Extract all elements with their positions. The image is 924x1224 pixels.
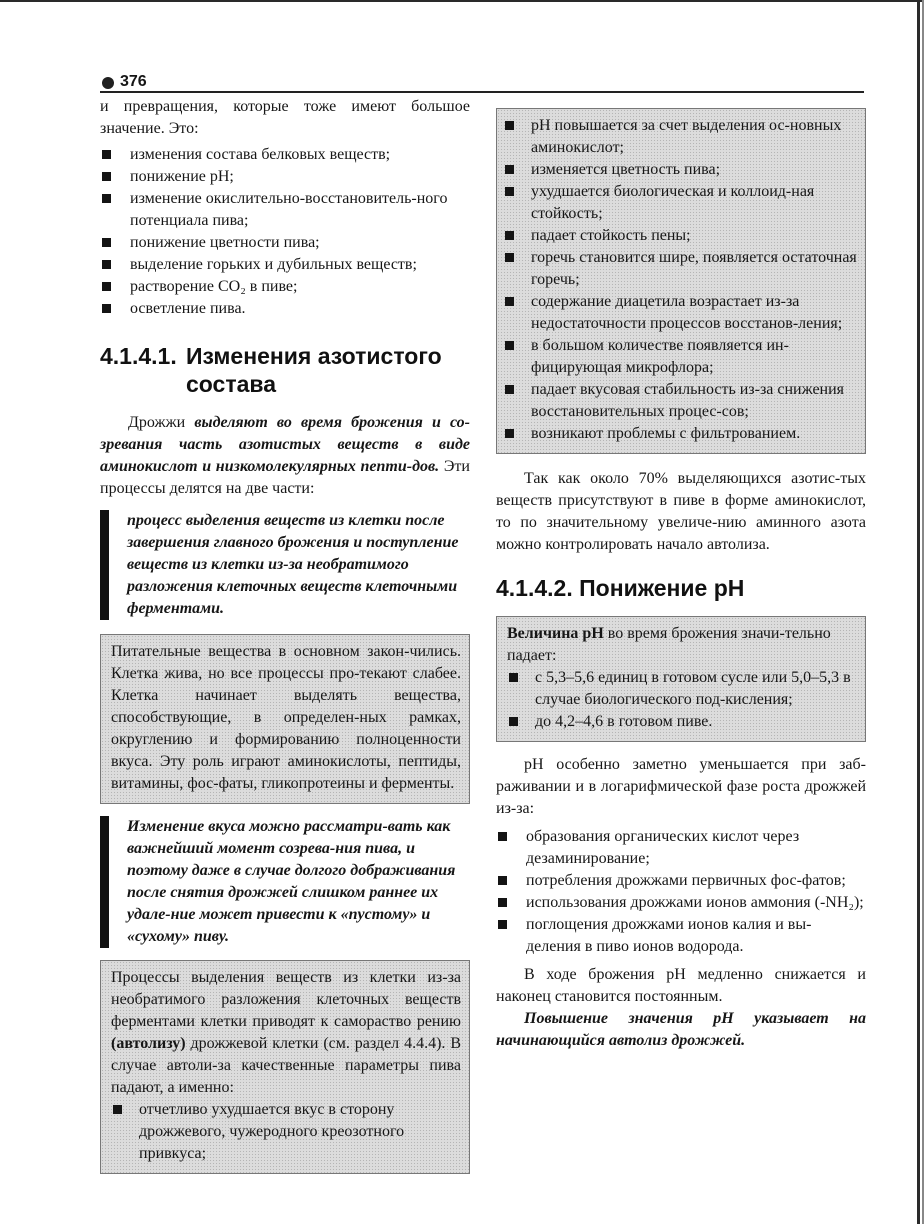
info-box-nutrients bbox=[100, 634, 470, 804]
scan-right-edge bbox=[917, 0, 920, 1224]
list-item: понижение цветности пива; bbox=[100, 232, 470, 254]
paragraph-tail: Эти процессы делятся на две части: bbox=[100, 458, 470, 497]
list-item: pH повышается за счет выделения ос-новных аминокислот; bbox=[503, 115, 857, 159]
list-item: ухудшается биологическая и коллоид-ная стойкость; bbox=[503, 181, 857, 225]
box-text-part: Процессы выделения веществ из клетки из-за необратимого разложения клеточных веществ ферментами клетки приводят к самораство рению bbox=[111, 969, 461, 1030]
intro-text: и превращения, которые тоже имеют большое значение. Это: bbox=[100, 98, 470, 137]
section-title-line1: Изменения азотистого bbox=[186, 343, 442, 369]
list-item: изменяется цветность пива; bbox=[503, 159, 857, 181]
final-statement: Повышение значения pH указывает на начинающийся автолиз дрожжей. bbox=[496, 1010, 866, 1049]
list-item: отчетливо ухудшается вкус в сторону дрожжевого, чужеродного креозотного привкуса; bbox=[111, 1099, 461, 1165]
list-item: возникают проблемы с фильтрованием. bbox=[503, 423, 857, 445]
page-number: 376 bbox=[120, 73, 147, 90]
ph-box-text bbox=[507, 623, 857, 667]
list-item: потребления дрожжами первичных фос-фатов; bbox=[496, 870, 866, 892]
list-item: растворение CO₂ в пиве; bbox=[100, 276, 470, 298]
reasons-list bbox=[496, 826, 866, 958]
quote-text: процесс выделения веществ из клетки после завершения главного брожения и поступление веществ из клетки из-за необратимого разложения клеточных веществ клеточными ферментами. bbox=[127, 512, 459, 617]
section-heading-4-1-4-1 bbox=[100, 342, 470, 398]
list-item: содержание диацетила возрастает из-за недостаточности процессов восстанов-ления; bbox=[503, 291, 857, 335]
page-marker-icon bbox=[102, 77, 114, 89]
box-text: Питательные вещества в основном закон-чились. Клетка жива, но все процессы про-текают слабее. Клетка начинает выделять вещества, способствующие, в определен-ных рамках, округлению и формированию полноценности вкуса. Эту роль играют аминокислоты, пептиды, витамины, фос-фаты, гликопротеины и ферменты. bbox=[111, 643, 461, 792]
section-number: 4.1.4.1. bbox=[100, 343, 177, 369]
list-item: в большом количестве появляется ин-фицирующая микрофлора; bbox=[503, 335, 857, 379]
info-box-autolysis bbox=[100, 960, 470, 1174]
list-item: с 5,3–5,6 единиц в готовом сусле или 5,0–5,3 в случае биологического под-кисления; bbox=[507, 667, 857, 711]
paragraph-amino-nitrogen: Так как около 70% выделяющихся азотис-тых веществ присутствуют в пиве в форме аминокислот, то по значительному увеличе-нию аминного азота можно контролировать начало автолиза. bbox=[496, 470, 866, 553]
autolysis-list bbox=[111, 1099, 461, 1165]
paragraph-ph-drop: pH особенно заметно уменьшается при заб-раживании и в логарифмической фазе роста дрожжей из-за: bbox=[496, 756, 866, 817]
ph-term: Величина pH bbox=[507, 625, 604, 642]
list-item: падает стойкость пены; bbox=[503, 225, 857, 247]
header-rule bbox=[100, 91, 864, 93]
list-item: изменение окислительно-восстановитель-ного потенциала пива; bbox=[100, 188, 470, 232]
list-item: поглощения дрожжами ионов калия и вы-деления в пиво ионов водорода. bbox=[496, 914, 866, 958]
list-item: понижение pH; bbox=[100, 166, 470, 188]
highlight-quote bbox=[100, 510, 470, 620]
ph-box-text-rest: во время брожения значи-тельно падает: bbox=[507, 625, 831, 664]
paragraph-emphasis: выделяют во время брожения и со-зревания часть азотистых веществ в виде аминокислот и низкомолекулярных пепти-дов. bbox=[100, 414, 471, 475]
paragraph-lead: Дрожжи bbox=[128, 414, 195, 431]
list-item: выделение горьких и дубильных веществ; bbox=[100, 254, 470, 276]
scan-top-edge bbox=[0, 0, 924, 2]
section-title-line2: состава bbox=[186, 371, 277, 397]
list-item: падает вкусовая стабильность из-за снижения восстановительных процес-сов; bbox=[503, 379, 857, 423]
paragraph-ph-constant: В ходе брожения pH медленно снижается и наконец становится постоянным. bbox=[496, 966, 866, 1005]
box-text bbox=[111, 967, 461, 1099]
list-item: образования органических кислот через дезаминирование; bbox=[496, 826, 866, 870]
ph-box bbox=[496, 616, 866, 742]
page-header bbox=[100, 72, 864, 92]
list-item: до 4,2–4,6 в готовом пиве. bbox=[507, 711, 857, 733]
left-column bbox=[100, 96, 470, 1174]
list-item: использования дрожжами ионов аммония (-NH₂); bbox=[496, 892, 866, 914]
highlight-quote-taste bbox=[100, 816, 470, 948]
effects-list bbox=[503, 115, 857, 445]
box-text-part: дрожжевой клетки (см. раздел 4.4.4). В случае автоли-за качественные параметры пива падают, а именно: bbox=[111, 1035, 461, 1096]
right-column bbox=[496, 96, 866, 1052]
paragraph-nitrogen bbox=[100, 412, 470, 500]
changes-list bbox=[100, 144, 470, 320]
section-heading-4-1-4-2: 4.1.4.2. Понижение pH bbox=[496, 575, 745, 601]
autolysis-term: (автолизу) bbox=[111, 1035, 186, 1052]
autolysis-effects-box bbox=[496, 108, 866, 454]
list-item: осветление пива. bbox=[100, 298, 470, 320]
ph-list bbox=[507, 667, 857, 733]
list-item: горечь становится шире, появляется остаточная горечь; bbox=[503, 247, 857, 291]
quote-text: Изменение вкуса можно рассматри-вать как важнейший момент созрева-ния пива, и поэтому даже в случае долгого дображивания после снятия дрожжей слишком раннее их удале-ние может привести к «пустому» и «сухому» пиву. bbox=[127, 818, 456, 945]
list-item: изменения состава белковых веществ; bbox=[100, 144, 470, 166]
